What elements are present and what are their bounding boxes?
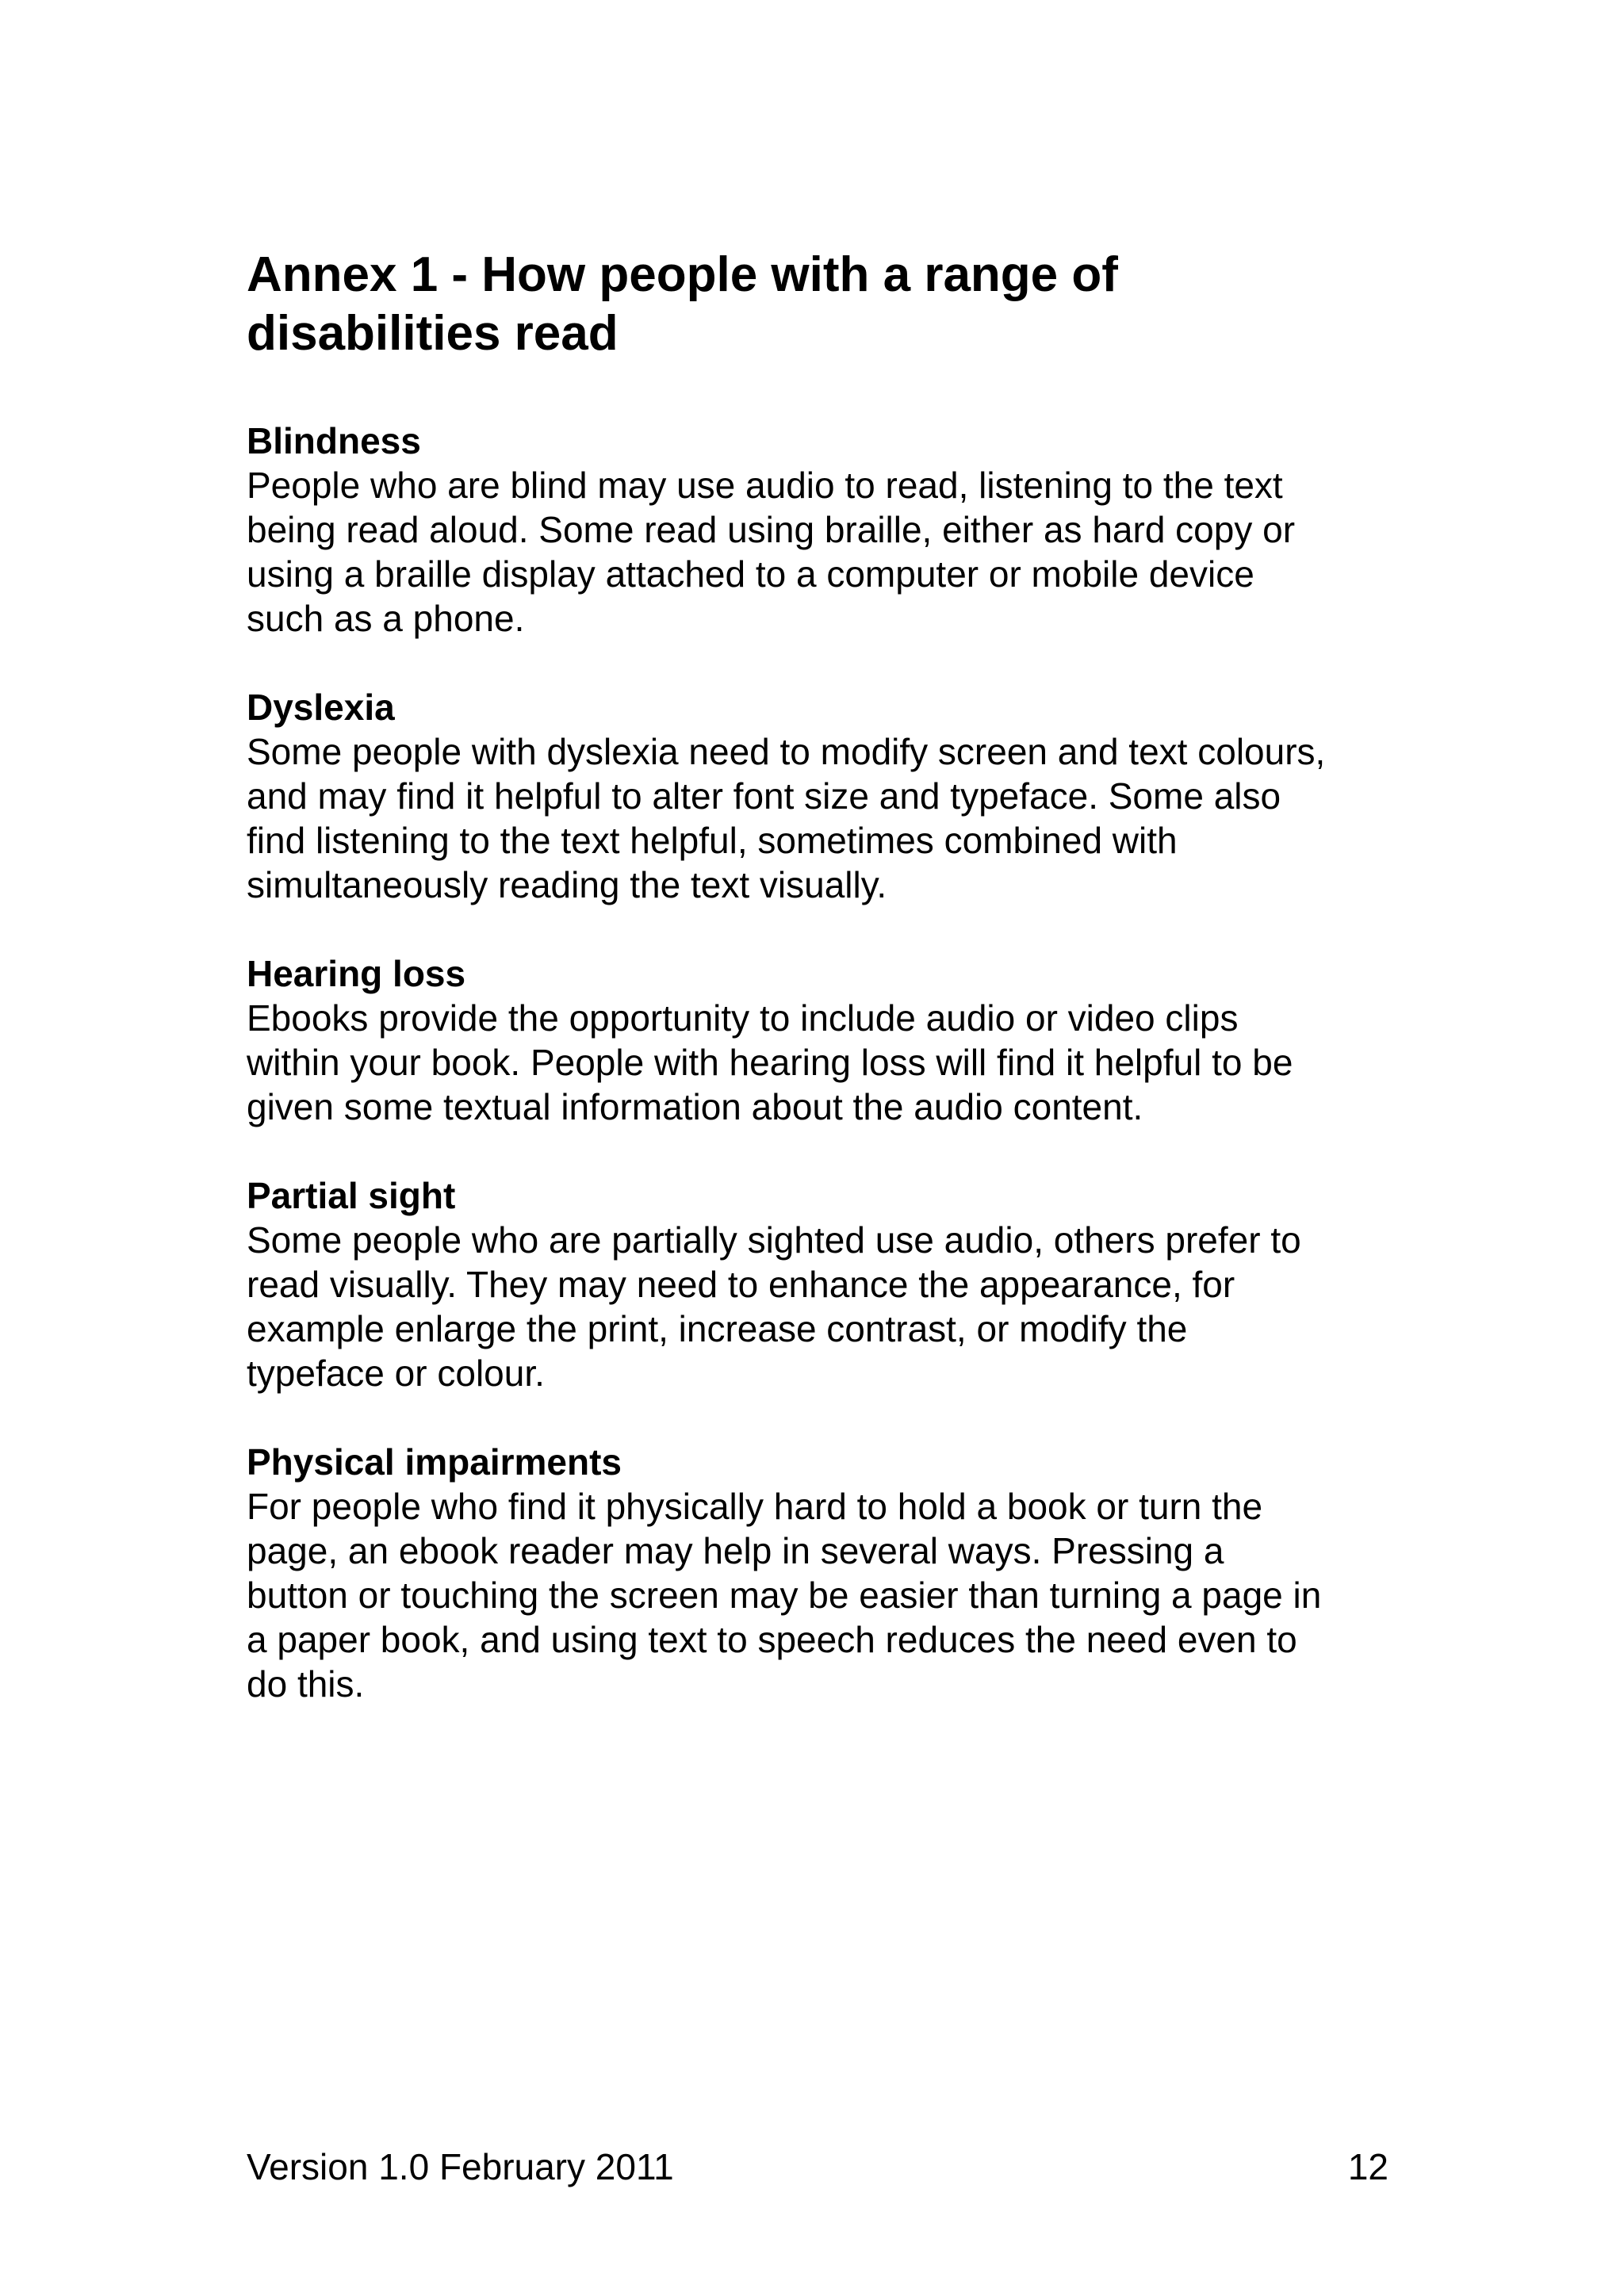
section-body: Some people who are partially sighted use audio, others prefer to read visually. They may need to enhance the appearance, for example enlarge the print, increase contrast, or modify the typeface or colour. [247,1219,1301,1394]
section-dyslexia [247,685,1404,907]
section-heading: Physical impairments [247,1441,622,1483]
section-body: Some people with dyslexia need to modify screen and text colours, and may find it helpful to alter font size and typeface. Some also find listening to the text helpful, sometimes combined with simultaneously reading the text visually. [247,731,1326,905]
section-heading: Dyslexia [247,687,395,728]
section-hearing-loss [247,951,1404,1129]
section-heading: Blindness [247,420,421,461]
page-content [247,246,1404,1751]
page-footer [247,2145,1388,2189]
section-heading: Hearing loss [247,953,466,994]
section-physical-impairments [247,1440,1404,1706]
section-body: For people who find it physically hard to hold a book or turn the page, an ebook reader may help in several ways. Pressing a button or touching the screen may be easier than turning a page in a paper book, and using text to speech reduces the need even to do this. [247,1486,1322,1705]
section-heading: Partial sight [247,1175,456,1216]
section-body: Ebooks provide the opportunity to include audio or video clips within your book. People with hearing loss will find it helpful to be given some textual information about the audio content. [247,997,1293,1127]
section-blindness [247,419,1404,641]
section-partial-sight [247,1173,1404,1395]
footer-version: Version 1.0 February 2011 [247,2146,674,2187]
page-title: Annex 1 - How people with a range of disabilities read [247,247,1118,361]
page-number: 12 [1347,2146,1388,2187]
section-body: People who are blind may use audio to read, listening to the text being read aloud. Some read using braille, either as hard copy or using a braille display attached to a computer or mobile device such as a phone. [247,465,1296,639]
